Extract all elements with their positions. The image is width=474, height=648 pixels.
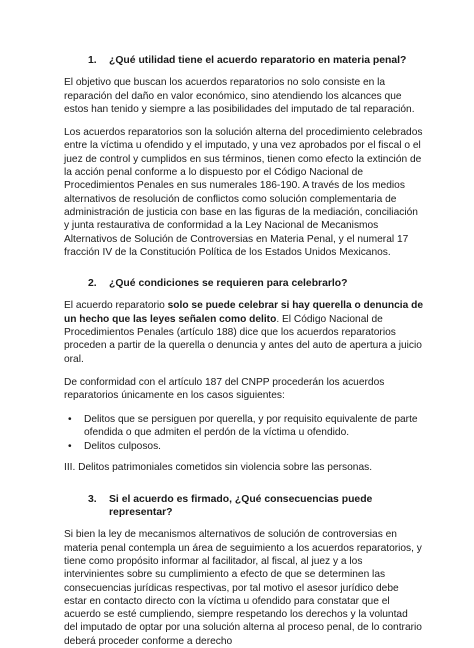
section-1-title: ¿Qué utilidad tiene el acuerdo reparatorio en materia penal? [109,55,407,66]
section-2-heading [88,277,424,290]
section-2-p1-start: El acuerdo reparatorio [64,300,168,312]
list-item-text: Delitos culposos. [84,441,162,453]
list-item-text: Delitos que se persiguen por querella, y por requisito equivalente de parte ofendida o que admiten el perdón de la víctima u ofendido. [84,413,418,438]
section-2-p1-bold: solo se puede celebrar si hay querella o denuncia de un hecho que las leyes señalen como delito [64,300,423,325]
section-2-paragraph-2: De conformidad con el artículo 187 del CNPP procederán los acuerdos reparatorios únicamente en los casos siguientes: [64,376,385,402]
conditions-list [64,413,424,454]
list-item [64,440,424,453]
section-2-p1-end: . El Código Nacional de Procedimientos Penales (artículo 188) dice que los acuerdos reparatorios proceden a partir de la querella o denuncia y antes del auto de apertura a juicio oral. [64,313,422,365]
section-3-number: 3. [88,493,97,505]
section-3 [64,493,424,648]
bullet-icon: • [68,413,72,425]
section-1-paragraph-1: El objetivo que buscan los acuerdos reparatorios no solo consiste en la reparación del daño en valor económico, sino atendiendo los alcances que estos han tenido y siempre a las posibilidades del imputado de tal reparación. [64,77,415,115]
section-2-title: ¿Qué condiciones se requieren para celebrarlo? [109,278,348,290]
section-1-heading [88,54,424,67]
section-3-heading [88,493,424,520]
section-2-number: 2. [88,278,97,290]
section-1-number: 1. [88,55,97,66]
section-1-paragraph-2: Los acuerdos reparatorios son la solución alterna del procedimiento celebrados entre la víctima u ofendido y el imputado, y una vez aprobados por el fiscal o el juez de control y cumplidos en sus términos, tienen como efecto la extinción de la acción penal conforme a lo dispuesto por el Código Nacional de Procedimientos Penales en sus numerales 186-190. A través de los medios alternativos de resolución de conflictos como solución complementaria de administración de justicia con base en las figuras de la mediación, conciliación y junta restaurativa de conformidad a la Ley Nacional de Mecanismos Alternativos de Solución de Controversias en Materia Penal, y el numeral 17 fracción IV de la Constitución Política de los Estados Unidos Mexicanos. [64,127,423,258]
section-3-paragraph: Si bien la ley de mecanismos alternativos de solución de controversias en materia penal contempla un área de seguimiento a los acuerdos reparatorios, y tiene como propósito informar al facilitador, al fiscal, al juez y a los intervinientes sobre su cumplimiento a efecto de que se determinen las consecuencias jurídicas respectivas, por tal motivo el asesor jurídico debe estar en contacto directo con la víctima u ofendido para constatar que el acuerdo se esté cumpliendo, siempre respetando los derechos y la voluntad del imputado de optar por una solución alterna al proceso penal, de lo contrario deberá proceder conforme a derecho [64,529,422,647]
section-2-item-iii: III. Delitos patrimoniales cometidos sin violencia sobre las personas. [64,462,373,474]
section-3-title: Si el acuerdo es firmado, ¿Qué consecuencias puede representar? [109,493,373,519]
section-2-paragraph-1 [64,299,424,365]
section-1 [64,54,424,259]
list-item [64,413,424,440]
section-2 [64,277,424,475]
bullet-icon: • [68,441,72,453]
